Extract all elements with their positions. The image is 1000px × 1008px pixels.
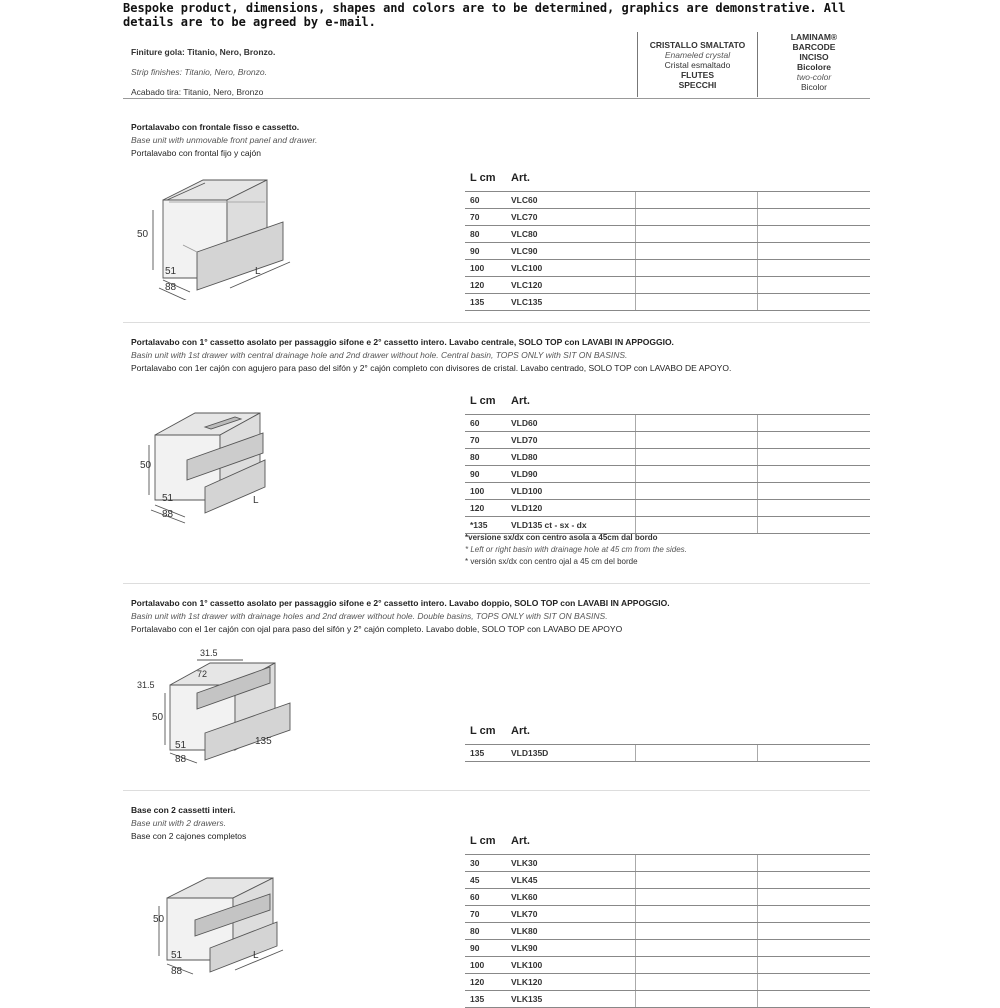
size-cell: 80 [470, 926, 480, 936]
section-1-drawing [135, 170, 300, 300]
table-row [465, 499, 870, 516]
table-row [465, 242, 870, 259]
column-divider [757, 226, 758, 242]
section-1-table [465, 169, 870, 311]
col-bicolor-es: Bicolor [801, 82, 827, 92]
table-row [465, 465, 870, 482]
note-en: * Left or right basin with drainage hole at 45 cm from the sides. [465, 545, 687, 554]
header-l-cm: L cm [470, 725, 496, 737]
section-2-table [465, 392, 870, 534]
header-col-laminam [760, 32, 868, 92]
section-3-title-es: Portalavabo con el 1er cajón con ojal para paso del sifón y 2° cajón completo. Lavabo doble, SOLO TOP con LAVABO DE APOYO [131, 624, 623, 634]
dim-height-3: 50 [152, 712, 164, 723]
table-row [465, 990, 870, 1008]
dim-width-1: 88 [165, 282, 177, 293]
size-cell: 90 [470, 246, 480, 256]
article-cell: VLK70 [511, 909, 538, 919]
article-cell: VLK120 [511, 977, 543, 987]
column-divider [757, 517, 758, 533]
table-row [465, 744, 870, 762]
table-row [465, 922, 870, 939]
column-divider [635, 483, 636, 499]
dim-height-2: 50 [140, 460, 152, 471]
article-cell: VLK90 [511, 943, 538, 953]
table-row [465, 414, 870, 431]
dim-depth-1: 51 [165, 266, 177, 277]
dim-top-2-3: 72 [197, 669, 208, 679]
section-4-rows [465, 854, 870, 1008]
header-l-cm: L cm [470, 395, 496, 407]
column-divider [757, 906, 758, 922]
size-cell: 135 [470, 748, 485, 758]
table-row [465, 191, 870, 208]
header-art: Art. [511, 395, 530, 407]
column-divider [635, 957, 636, 973]
table-header [465, 722, 870, 744]
column-divider [635, 889, 636, 905]
column-divider [757, 889, 758, 905]
article-cell: VLC70 [511, 212, 538, 222]
size-cell: 60 [470, 195, 480, 205]
column-divider [757, 466, 758, 482]
table-row [465, 905, 870, 922]
section-4-title-it: Base con 2 cassetti interi. [131, 805, 236, 815]
finishes-it: Finiture gola: Titanio, Nero, Bronzo. [131, 47, 276, 57]
section-2-title [131, 336, 731, 375]
dim-height-4: 50 [153, 914, 165, 925]
section-1-title-en: Base unit with unmovable front panel and drawer. [131, 135, 318, 145]
table-row [465, 448, 870, 465]
table-row [465, 482, 870, 499]
finishes-block [131, 42, 275, 102]
table-row [465, 225, 870, 242]
dim-top-1-3: 31.5 [200, 648, 218, 658]
col-flutes: FLUTES [680, 70, 715, 80]
section-3-drawing [135, 645, 305, 765]
col-crystal-title: CRISTALLO SMALTATO [649, 40, 746, 50]
column-divider [635, 872, 636, 888]
column-divider [635, 991, 636, 1007]
article-cell: VLD135D [511, 748, 549, 758]
article-cell: VLC60 [511, 195, 538, 205]
section-1-rows [465, 191, 870, 311]
column-divider [757, 957, 758, 973]
section-3-title [131, 597, 670, 636]
table-row [465, 871, 870, 888]
column-divider [757, 745, 758, 761]
dim-depth-3: 51 [175, 740, 187, 751]
section-3-rows [465, 744, 870, 762]
section-2-title-en: Basin unit with 1st drawer with central drainage hole and 2nd drawer without hole. Central basin, TOPS ONLY with SIT ON BASINS. [131, 350, 628, 360]
column-divider [635, 974, 636, 990]
column-divider [635, 243, 636, 259]
article-cell: VLK30 [511, 858, 538, 868]
section-2-separator [123, 583, 870, 584]
header-divider-2 [757, 32, 758, 97]
note-es: * versión sx/dx con centro ojal a 45 cm del borde [465, 557, 638, 566]
column-divider [757, 209, 758, 225]
column-divider [635, 466, 636, 482]
size-cell: *135 [470, 520, 488, 530]
section-4-title-en: Base unit with 2 drawers. [131, 818, 226, 828]
size-cell: 120 [470, 280, 485, 290]
header-col-crystal [640, 40, 755, 90]
size-cell: 60 [470, 892, 480, 902]
finishes-es: Acabado tira: Titanio, Nero, Bronzo [131, 87, 264, 97]
table-row [465, 973, 870, 990]
column-divider [635, 855, 636, 871]
size-cell: 100 [470, 960, 485, 970]
col-barcode: BARCODE [792, 42, 836, 52]
size-cell: 100 [470, 263, 485, 273]
column-divider [757, 243, 758, 259]
section-4-table [465, 832, 870, 1008]
article-cell: VLD70 [511, 435, 538, 445]
size-cell: 120 [470, 503, 485, 513]
table-header [465, 392, 870, 414]
column-divider [635, 906, 636, 922]
column-divider [635, 260, 636, 276]
section-1-title-it: Portalavabo con frontale fisso e cassetto. [131, 122, 300, 132]
section-3-title-it: Portalavabo con 1° cassetto asolato per passaggio sifone e 2° cassetto intero. Lavabo doppio, SOLO TOP con LAVABI IN APPOGGIO. [131, 598, 670, 608]
section-4-drawing [135, 870, 300, 980]
section-2-rows [465, 414, 870, 534]
column-divider [635, 226, 636, 242]
size-cell: 135 [470, 994, 485, 1004]
table-row [465, 293, 870, 311]
dim-width-3: 88 [175, 754, 187, 765]
column-divider [757, 500, 758, 516]
dim-length-4: L [253, 950, 259, 961]
dim-length-3: 135 [255, 736, 272, 747]
header-divider-1 [637, 32, 638, 97]
size-cell: 90 [470, 469, 480, 479]
col-bicolore: Bicolore [796, 62, 831, 72]
section-3-table [465, 722, 870, 762]
col-crystal-en: Enameled crystal [664, 50, 731, 60]
column-divider [757, 974, 758, 990]
column-divider [757, 483, 758, 499]
article-cell: VLD135 ct - sx - dx [511, 520, 587, 530]
section-1-title [131, 121, 317, 160]
column-divider [757, 991, 758, 1007]
section-4-title-es: Base con 2 cajones completos [131, 831, 247, 841]
column-divider [635, 940, 636, 956]
article-cell: VLD100 [511, 486, 543, 496]
dim-top-3-3: 31.5 [137, 680, 155, 690]
column-divider [757, 855, 758, 871]
column-divider [635, 500, 636, 516]
column-divider [757, 872, 758, 888]
col-specchi: SPECCHI [678, 80, 717, 90]
col-two-color: two-color [796, 72, 832, 82]
table-row [465, 854, 870, 871]
article-cell: VLC80 [511, 229, 538, 239]
article-cell: VLC120 [511, 280, 543, 290]
dim-length-2: L [253, 495, 259, 506]
table-row [465, 956, 870, 973]
column-divider [635, 192, 636, 208]
table-row [465, 431, 870, 448]
column-divider [757, 940, 758, 956]
column-divider [757, 432, 758, 448]
dim-width-2: 88 [162, 509, 174, 520]
column-divider [635, 449, 636, 465]
section-3-title-en: Basin unit with 1st drawer with drainage holes and 2nd drawer without hole. Double basins, TOPS ONLY with SIT ON BASINS. [131, 611, 608, 621]
section-3-separator [123, 790, 870, 791]
finishes-en: Strip finishes: Titanio, Nero, Bronzo. [131, 67, 267, 77]
article-cell: VLK100 [511, 960, 543, 970]
section-4-title [131, 804, 246, 843]
col-inciso: INCISO [799, 52, 829, 62]
size-cell: 135 [470, 297, 485, 307]
size-cell: 70 [470, 212, 480, 222]
article-cell: VLC135 [511, 297, 543, 307]
article-cell: VLD80 [511, 452, 538, 462]
column-divider [757, 277, 758, 293]
size-cell: 60 [470, 418, 480, 428]
article-cell: VLD60 [511, 418, 538, 428]
column-divider [635, 745, 636, 761]
section-2-title-it: Portalavabo con 1° cassetto asolato per passaggio sifone e 2° cassetto intero. Lavabo centrale, SOLO TOP con LAVABI IN APPOGGIO. [131, 337, 674, 347]
col-laminam: LAMINAM® [790, 32, 838, 42]
table-row [465, 939, 870, 956]
dim-depth-4: 51 [171, 950, 183, 961]
col-crystal-es: Cristal esmaltado [664, 60, 731, 70]
table-header [465, 832, 870, 854]
size-cell: 70 [470, 909, 480, 919]
header-art: Art. [511, 172, 530, 184]
header-art: Art. [511, 725, 530, 737]
article-cell: VLK45 [511, 875, 538, 885]
table-header [465, 169, 870, 191]
dim-length-1: L [255, 266, 261, 277]
dim-height-1: 50 [137, 229, 149, 240]
article-cell: VLK60 [511, 892, 538, 902]
table-row [465, 888, 870, 905]
bespoke-notice: Bespoke product, dimensions, shapes and colors are to be determined, graphics are demonstrative. All details are to be agreed by e-mail. [123, 1, 846, 29]
header-separator [123, 98, 870, 99]
article-cell: VLD90 [511, 469, 538, 479]
column-divider [635, 432, 636, 448]
table-row [465, 208, 870, 225]
size-cell: 80 [470, 452, 480, 462]
section-2-title-es: Portalavabo con 1er cajón con agujero para paso del sifón y 2° cajón completo con divisores de cristal. Lavabo centrado, SOLO TOP con LAVABO DE APOYO. [131, 363, 732, 373]
dim-depth-2: 51 [162, 493, 174, 504]
size-cell: 120 [470, 977, 485, 987]
dim-width-4: 88 [171, 966, 183, 977]
note-it: *versione sx/dx con centro asola a 45cm dal bordo [465, 533, 658, 542]
column-divider [635, 923, 636, 939]
size-cell: 100 [470, 486, 485, 496]
column-divider [635, 294, 636, 310]
section-1-separator [123, 322, 870, 323]
column-divider [757, 192, 758, 208]
column-divider [635, 209, 636, 225]
size-cell: 90 [470, 943, 480, 953]
article-cell: VLK80 [511, 926, 538, 936]
article-cell: VLD120 [511, 503, 543, 513]
table-row [465, 259, 870, 276]
header-l-cm: L cm [470, 172, 496, 184]
size-cell: 80 [470, 229, 480, 239]
column-divider [757, 415, 758, 431]
column-divider [635, 277, 636, 293]
column-divider [635, 517, 636, 533]
article-cell: VLC100 [511, 263, 543, 273]
article-cell: VLC90 [511, 246, 538, 256]
section-1-title-es: Portalavabo con frontal fijo y cajón [131, 148, 261, 158]
section-2-note [465, 532, 687, 568]
table-row [465, 276, 870, 293]
header-l-cm: L cm [470, 835, 496, 847]
size-cell: 30 [470, 858, 480, 868]
section-2-drawing [135, 405, 300, 525]
size-cell: 45 [470, 875, 480, 885]
column-divider [757, 449, 758, 465]
size-cell: 70 [470, 435, 480, 445]
column-divider [635, 415, 636, 431]
column-divider [757, 294, 758, 310]
column-divider [757, 923, 758, 939]
header-art: Art. [511, 835, 530, 847]
column-divider [757, 260, 758, 276]
article-cell: VLK135 [511, 994, 543, 1004]
